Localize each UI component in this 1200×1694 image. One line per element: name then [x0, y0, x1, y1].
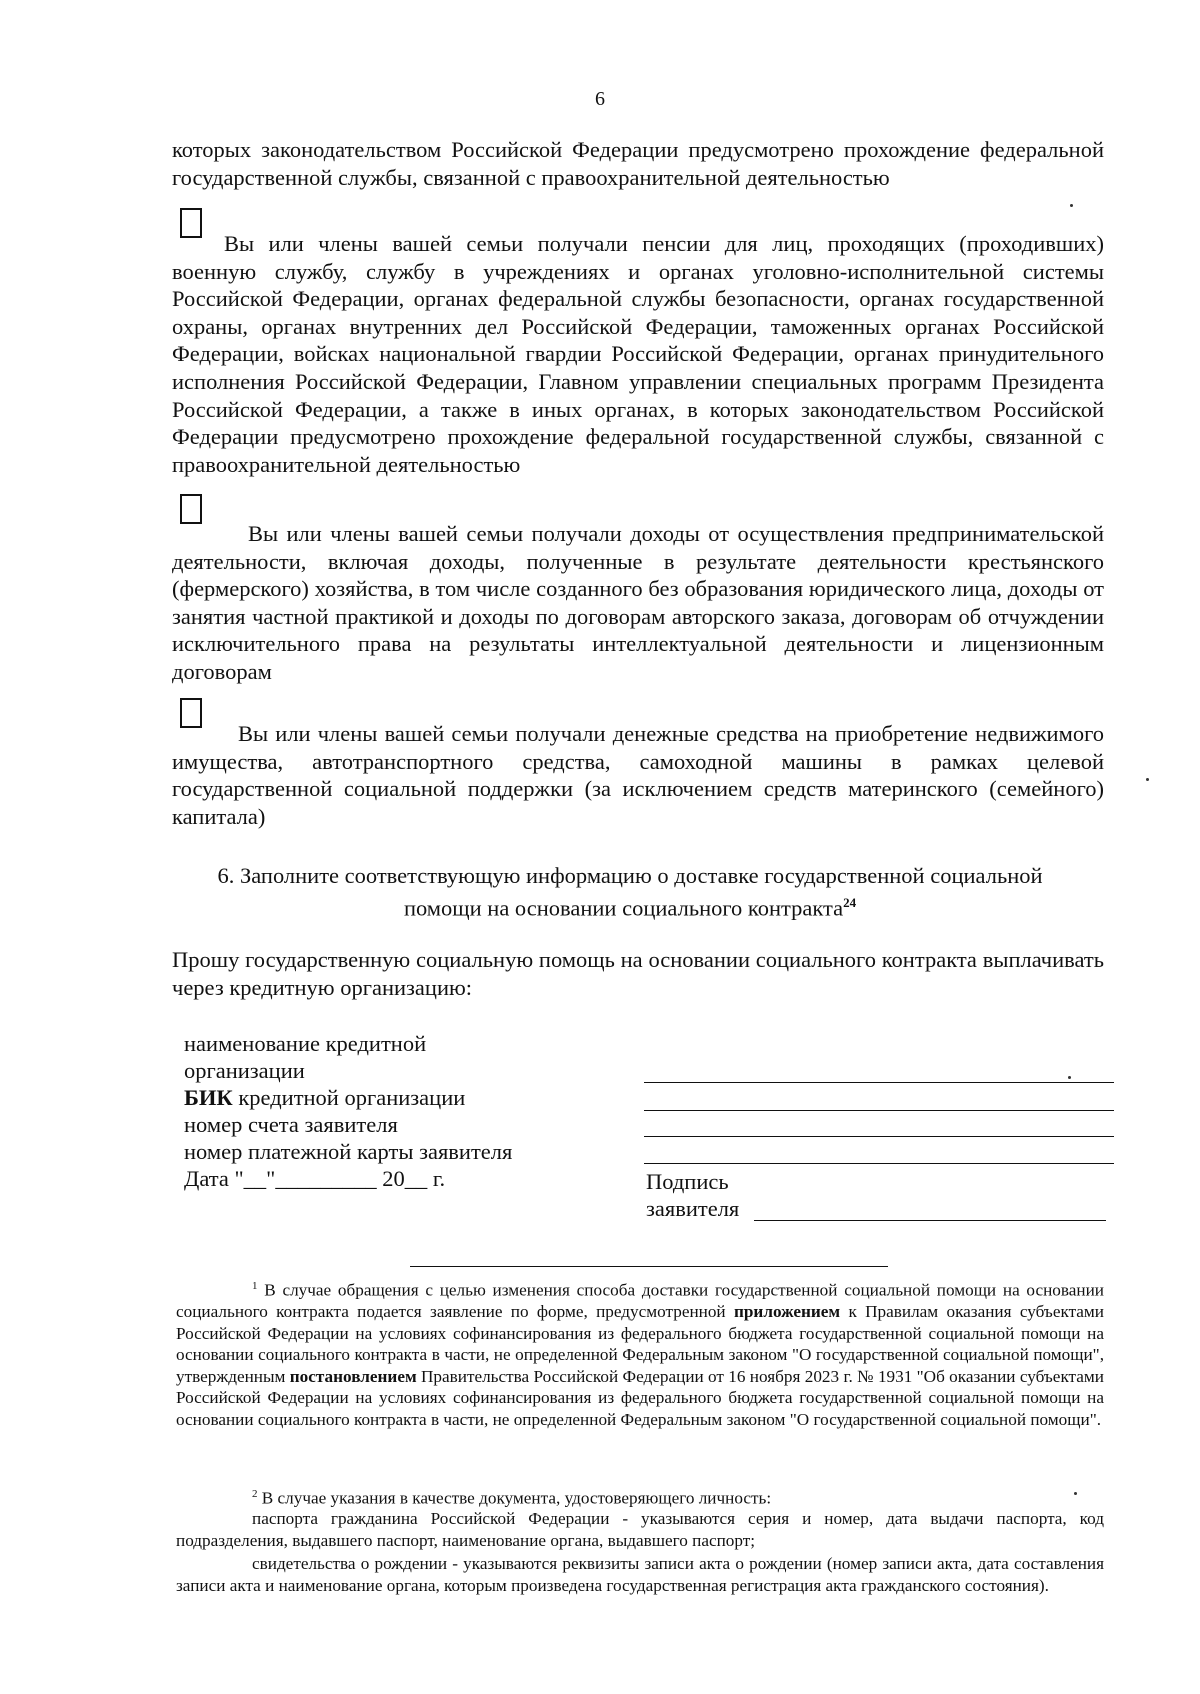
footnote-2-birth-certificate: свидетельства о рождении - указываются реквизиты записи акта о рождении (номер записи акта, дата составления записи акта и наименование органа, которым произведена государственная регистрация акта гражданского состояния). — [176, 1554, 1104, 1595]
bik-label — [184, 1084, 465, 1111]
scan-speck — [1068, 1076, 1071, 1079]
signature-field[interactable] — [754, 1196, 1106, 1218]
footnote-1-text-c: Правительства Российской Федерации от 16 ноября 2023 г. № 1931 "Об оказании субъектами Российской Федерации на условиях софинансирования из федерального бюджета государственной социальной помощи на основании социального контракта в части, не определенной Федеральным законом "О государственной социальной помощи". — [176, 1366, 1104, 1429]
section-6-heading-text: помощи на основании социального контракта — [403, 895, 844, 921]
bank-name-field[interactable] — [644, 1058, 1114, 1080]
scan-speck — [1146, 778, 1149, 781]
page-number: 6 — [595, 88, 605, 110]
footnote-1-bold-resolution: постановлением — [289, 1366, 417, 1386]
card-underline — [644, 1163, 1114, 1164]
footnote-2 — [176, 1484, 1104, 1509]
section-6-heading-line2 — [150, 889, 1110, 922]
footnote-1-bold-appendix: приложением — [733, 1302, 841, 1322]
bik-field[interactable] — [644, 1086, 1114, 1108]
footnote-1 — [176, 1276, 1104, 1430]
bik-label-bold: БИК — [184, 1085, 233, 1110]
scan-speck — [1074, 1492, 1077, 1495]
footnote-1-text-b: к Правилам оказания субъектами Российской Федерации на условиях софинансирования из федерального бюджета государственной социальной помощи на основании социального контракта в части, не определенной Федеральным законом "О государственной социальной помощи", утвержденным — [176, 1302, 1104, 1386]
section-6-heading-line1: 6. Заполните соответствующую информацию о доставке государственной социальной — [217, 863, 1043, 888]
account-field[interactable] — [644, 1112, 1114, 1134]
option-text-pension: Вы или члены вашей семьи получали пенсии для лиц, проходящих (проходивших) военную службу, службу в учреждениях и органах уголовно-исполнительной системы Российской Федерации, органах федеральной службы безопасности, органах государственной охраны, органах внутренних дел Российской Федерации, таможенных органах Российской Федерации, войсках национальной гвардии Российской Федерации, органах принудительного исполнения Российской Федерации, Главном управлении специальных программ Президента Российской Федерации, а также в иных органах, в которых законодательством Российской Федерации предусмотрено прохождение федеральной государственной службы, связанной с правоохранительной деятельностью — [172, 231, 1104, 477]
option-text-state-support: Вы или члены вашей семьи получали денежные средства на приобретение недвижимого имущества, автотранспортного средства, самоходной машины в рамках целевой государственной социальной поддержки (за исключением средств материнского (семейного) капитала) — [172, 721, 1104, 829]
signature-underline — [754, 1220, 1106, 1221]
signature-label-line2: заявителя — [646, 1196, 740, 1221]
footnote-2-passport: паспорта гражданина Российской Федерации - указываются серия и номер, дата выдачи паспорта, код подразделения, выдавшего паспорт, наименование органа, выдавшего паспорт; — [176, 1509, 1104, 1550]
card-field[interactable] — [644, 1139, 1114, 1161]
request-paragraph: Прошу государственную социальную помощь на основании социального контракта выплачивать через кредитную организацию: — [172, 947, 1104, 1000]
footnote-1-number: 1 — [252, 1280, 258, 1292]
continuation-paragraph: которых законодательством Российской Федерации предусмотрено прохождение федеральной государственной службы, связанной с правоохранительной деятельностью — [172, 137, 1104, 190]
bank-name-label-line1: наименование кредитной — [184, 1031, 427, 1056]
option-text-business-income: Вы или члены вашей семьи получали доходы от осуществления предпринимательской деятельности, включая доходы, полученные в результате деятельности крестьянского (фермерского) хозяйства, в том числе созданного без образования юридического лица, доходы от занятия частной практикой и доходы по договорам авторского заказа, договорам об отчуждении исключительного права на результаты интеллектуальной деятельности и лицензионным договорам — [172, 521, 1104, 684]
card-label: номер платежной карты заявителя — [184, 1139, 513, 1164]
footnote-ref-24: 24 — [843, 895, 857, 910]
bank-name-underline — [644, 1082, 1114, 1083]
footnote-2-number: 2 — [252, 1488, 258, 1500]
bik-label-rest: кредитной организации — [232, 1085, 466, 1110]
scan-speck — [1070, 204, 1073, 207]
account-label: номер счета заявителя — [184, 1112, 398, 1137]
footnote-2-text: В случае указания в качестве документа, удостоверяющего личность: — [257, 1488, 772, 1508]
account-underline — [644, 1136, 1114, 1137]
bik-underline — [644, 1110, 1114, 1111]
footnote-1-text-a: В случае обращения с целью изменения способа доставки государственной социальной помощи на основании социального контракта подается заявление по форме, предусмотренной — [176, 1280, 1104, 1322]
footnote-separator — [410, 1266, 888, 1267]
signature-label-line1: Подпись — [646, 1169, 729, 1194]
date-label: Дата "__"_________ 20__ г. — [184, 1166, 446, 1191]
bank-name-label-line2: организации — [184, 1058, 305, 1083]
